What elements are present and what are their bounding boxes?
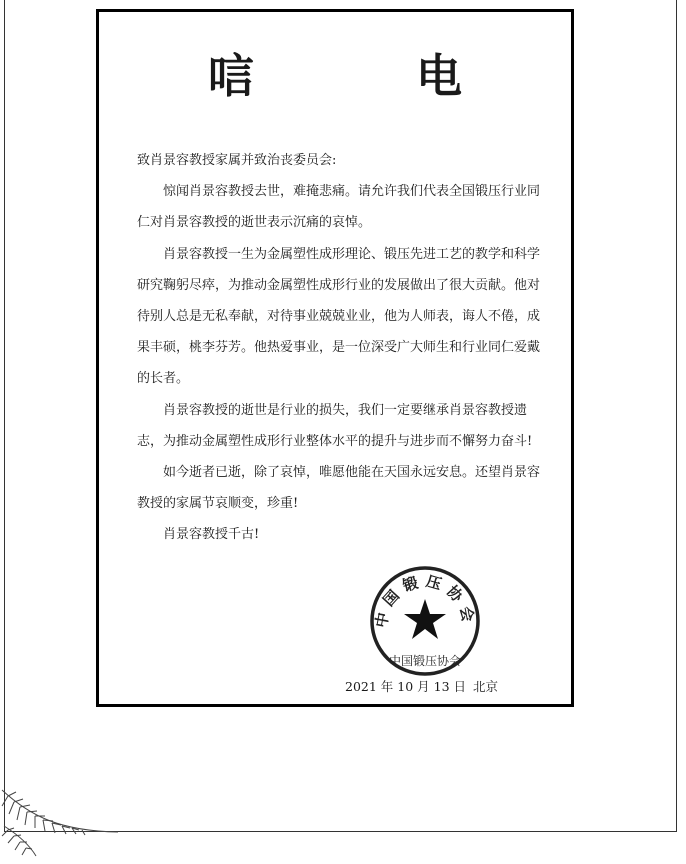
letter-place: 北京	[472, 679, 498, 694]
condolence-letter	[96, 9, 574, 707]
date-line	[345, 677, 501, 695]
letter-date: 2021 年 10 月 13 日	[345, 679, 466, 694]
paragraph: 肖景容教授一生为金属塑性成形理论、锻压先进工艺的教学和科学研究鞠躬尽瘁，为推动金属塑性成形行业的发展做出了很大贡献。他对待别人总是无私奉献，对待事业兢兢业业，他为人师表，诲人不倦，成果丰硕，桃李芬芳。他热爱事业，是一位深受广大师生和行业同仁爱戴的长者。	[137, 246, 541, 387]
official-seal	[369, 565, 481, 677]
paragraph: 肖景容教授千古!	[163, 527, 260, 543]
seal-bottom-text: 中国锻压协会	[388, 654, 462, 668]
paragraph: 惊闻肖景容教授去世，难掩悲痛。请允许我们代表全国锻压行业同仁对肖景容教授的逝世表示沉痛的哀悼。	[137, 184, 541, 231]
paragraph: 肖景容教授的逝世是行业的损失，我们一定要继承肖景容教授遗志，为推动金属塑性成形行业整体水平的提升与进步而不懈努力奋斗!	[137, 402, 533, 449]
paragraph: 如今逝者已逝，除了哀悼，唯愿他能在天国永远安息。还望肖景容教授的家属节哀顺变，珍重!	[137, 465, 541, 512]
seal-arc-text: 中国锻压协会	[371, 572, 479, 630]
letter-title: 唁 电	[208, 49, 520, 103]
star-icon	[404, 599, 446, 639]
fern-leaf-decoration-icon	[0, 786, 120, 858]
salutation: 致肖景容教授家属并致治丧委员会:	[137, 153, 337, 168]
letter-body	[137, 145, 549, 551]
